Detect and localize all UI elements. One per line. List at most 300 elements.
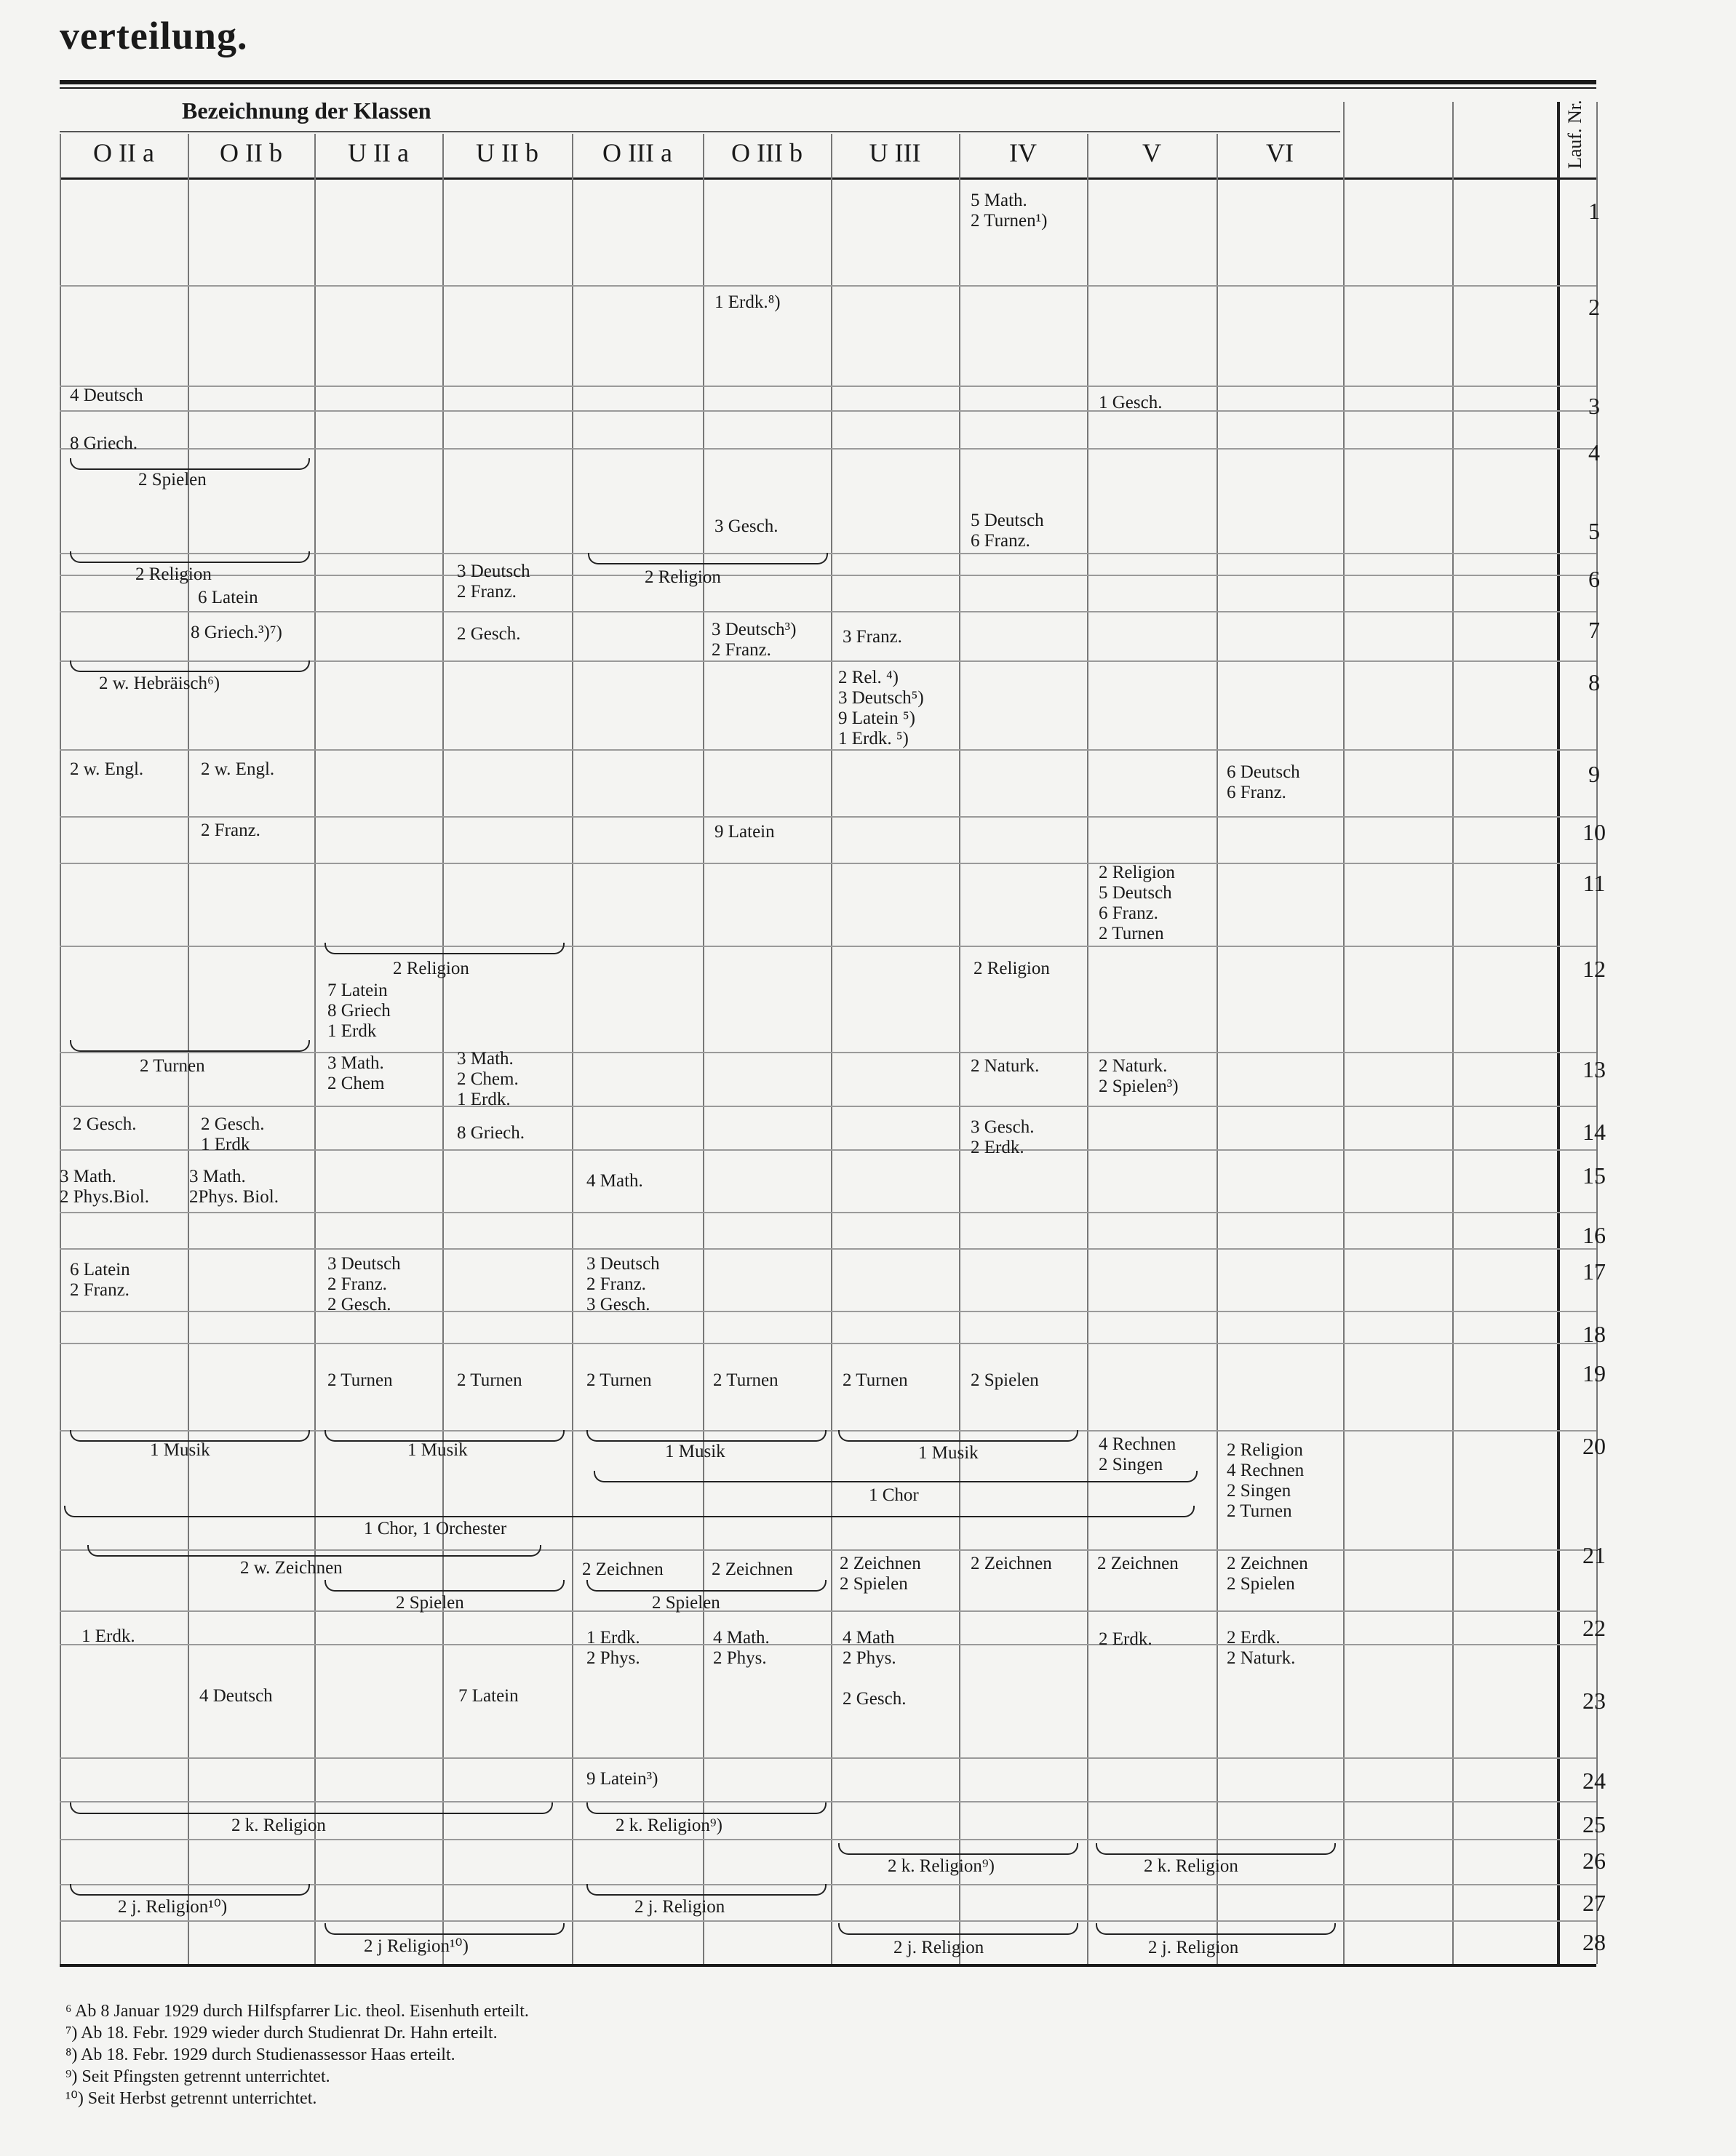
cell-r6-religion2: [645, 567, 721, 588]
cell-r22-v: [1099, 1629, 1152, 1650]
cell-line: 2 w. Hebräisch⁶): [99, 674, 220, 693]
span-brace: [70, 458, 310, 470]
cell-r20-musik3: [665, 1442, 725, 1462]
cell-r23-uiib: [458, 1686, 519, 1706]
cell-r23-uiii: [843, 1689, 906, 1709]
cell-line: 2 Erdk.: [971, 1138, 1024, 1157]
span-brace: [70, 1884, 310, 1896]
cell-r11-v: [1099, 863, 1175, 944]
cell-line: 3 Deutsch³): [712, 620, 797, 639]
cell-r27-jrel2: [634, 1897, 725, 1917]
cell-line: 2 Spielen³): [1099, 1077, 1179, 1096]
cell-line: 6 Franz.: [1099, 903, 1158, 923]
cell-line: 2 Religion: [1227, 1440, 1303, 1460]
cell-line: 2 Erdk.: [1099, 1629, 1152, 1649]
row-number: 13: [1582, 1056, 1606, 1082]
cell-r22-oiiia: [586, 1628, 640, 1669]
cell-line: 2 Zeichnen: [971, 1554, 1052, 1573]
cell-line: 2 Chem.: [457, 1069, 519, 1089]
cell-line: 1 Musik: [407, 1440, 468, 1460]
cell-line: 2 Zeichnen: [840, 1554, 921, 1573]
page-title: verteilung.: [60, 14, 248, 57]
cell-r23-oiib: [199, 1686, 273, 1706]
span-brace: [838, 1430, 1078, 1442]
row-number: 9: [1588, 761, 1600, 787]
grid-vline: [1452, 102, 1454, 1964]
cell-line: 2 Spielen: [840, 1574, 908, 1594]
cell-line: 8 Griech.: [70, 434, 138, 453]
grid-vline: [572, 134, 573, 1964]
row-number: 26: [1582, 1848, 1606, 1874]
cell-line: 2 Zeichnen: [712, 1560, 793, 1579]
grid-vline: [1343, 102, 1345, 1964]
bottom-rule: [60, 1964, 1596, 1967]
cell-r5-iv: [971, 511, 1044, 551]
cell-r9-vi: [1227, 762, 1300, 803]
cell-line: 2 Spielen: [138, 470, 207, 490]
top-rule-thin: [60, 87, 1596, 89]
cell-r19-uiib: [457, 1370, 522, 1391]
span-brace: [70, 1430, 310, 1442]
cell-r9-oiib: [201, 759, 274, 780]
cell-line: 1 Gesch.: [1099, 393, 1163, 412]
cell-r13-uiia: [327, 1053, 384, 1094]
cell-r22-vi: [1227, 1628, 1295, 1669]
grid-vline: [1557, 102, 1560, 1964]
cell-line: 1 Erdk.: [457, 1090, 511, 1109]
cell-r21-iv: [971, 1554, 1052, 1574]
row-number: 14: [1582, 1119, 1606, 1145]
cell-r13-turnen: [140, 1056, 205, 1077]
grid-hline: [60, 1052, 1596, 1053]
span-brace: [594, 1471, 1198, 1482]
cell-line: 3 Deutsch: [586, 1254, 660, 1274]
cell-r3-oiia: [70, 386, 143, 406]
row-number: 5: [1588, 518, 1600, 544]
cell-line: 2 Turnen: [713, 1370, 779, 1390]
cell-r14-oiib: [201, 1114, 264, 1155]
row-number: 28: [1582, 1929, 1606, 1955]
row-number: 19: [1582, 1360, 1606, 1386]
span-brace: [324, 1923, 565, 1935]
grid-hline: [60, 575, 1596, 576]
cell-line: 2Phys. Biol.: [189, 1187, 279, 1207]
row-number: 25: [1582, 1811, 1606, 1837]
cell-line: 2 Zeichnen: [1227, 1554, 1308, 1573]
span-brace: [1096, 1843, 1336, 1855]
cell-r15-oiiia: [586, 1171, 643, 1191]
cell-r21-zeichnen: [240, 1558, 343, 1578]
row-number: 15: [1582, 1162, 1606, 1189]
cell-line: 1 Erdk: [327, 1021, 377, 1041]
column-header: VI: [1266, 138, 1294, 167]
grid-vline: [1217, 134, 1218, 1964]
cell-line: 7 Latein: [458, 1686, 519, 1706]
cell-line: 1 Musik: [918, 1443, 979, 1463]
span-brace: [64, 1506, 1195, 1517]
cell-r19-iv: [971, 1370, 1039, 1391]
cell-r10-oiiib: [714, 822, 775, 842]
cell-r21-uiii: [840, 1554, 921, 1594]
cell-r13-v: [1099, 1056, 1179, 1097]
cell-line: 2 Phys.: [713, 1648, 767, 1668]
grid-hline: [60, 1248, 1596, 1250]
row-number: 21: [1582, 1542, 1606, 1568]
cell-line: 2 j Religion¹⁰): [364, 1936, 469, 1956]
cell-r8-hebr: [99, 674, 220, 694]
row-number: 23: [1582, 1688, 1606, 1714]
grid-hline: [60, 611, 1596, 612]
cell-line: 3 Gesch.: [586, 1295, 650, 1314]
column-header: U II a: [348, 138, 409, 167]
cell-line: 2 j. Religion: [634, 1897, 725, 1917]
cell-line: 2 Phys.: [843, 1648, 896, 1668]
grid-hline: [60, 863, 1596, 864]
cell-r19-uiia: [327, 1370, 393, 1391]
cell-r20-vi: [1227, 1440, 1304, 1522]
cell-r22-oiia: [81, 1626, 135, 1647]
grid-vline: [442, 134, 444, 1964]
cell-line: 2 k. Religion: [1144, 1856, 1238, 1876]
header-rule: [60, 177, 1596, 180]
cell-line: 6 Latein: [198, 588, 258, 607]
cell-line: 2 Religion: [1099, 863, 1175, 882]
cell-line: 2 Religion: [645, 567, 721, 587]
footnote: ¹⁰) Seit Herbst getrennt unterrichtet.: [65, 2089, 317, 2108]
cell-line: 1 Musik: [665, 1442, 725, 1461]
cell-line: 7 Latein: [327, 981, 388, 1000]
cell-line: 2 Franz.: [70, 1280, 130, 1300]
cell-line: 3 Deutsch⁵): [838, 688, 924, 708]
cell-r21-oiiia: [582, 1560, 664, 1580]
span-brace: [87, 1545, 541, 1557]
cell-line: 3 Math.: [189, 1167, 246, 1186]
cell-r6-religion: [135, 564, 212, 585]
cell-line: 2 Religion: [973, 959, 1050, 978]
grid-hline: [60, 410, 1596, 412]
cell-line: 2 k. Religion⁹): [888, 1856, 995, 1876]
cell-line: 2 Franz.: [457, 582, 517, 602]
cell-r13-iv: [971, 1056, 1039, 1077]
group-label: Bezeichnung der Klassen: [182, 97, 431, 124]
cell-line: 2 Turnen¹): [971, 211, 1048, 231]
row-number: 27: [1582, 1890, 1606, 1916]
cell-r21-spielen2: [652, 1593, 720, 1613]
cell-line: 8 Griech.³)⁷): [191, 623, 282, 642]
cell-line: 6 Franz.: [1227, 783, 1286, 802]
cell-r28-jrel5: [1148, 1938, 1238, 1958]
cell-r15-oiib: [189, 1167, 279, 1207]
cell-r21-spielen1: [396, 1593, 464, 1613]
cell-line: 2 Zeichnen: [582, 1560, 664, 1579]
row-number: 2: [1588, 294, 1600, 320]
footnotes: [65, 2000, 529, 2109]
grid-hline: [60, 816, 1596, 818]
footnote: ⁷) Ab 18. Febr. 1929 wieder durch Studienrat Dr. Hahn erteilt.: [65, 2024, 498, 2043]
row-number: 12: [1582, 956, 1606, 982]
grid-hline: [60, 1920, 1596, 1922]
column-header: IV: [1009, 138, 1037, 167]
column-header: O II b: [220, 138, 282, 167]
cell-line: 2 j. Religion: [1148, 1938, 1239, 1957]
cell-line: 6 Deutsch: [1227, 762, 1300, 782]
cell-line: 5 Math.: [971, 191, 1027, 210]
cell-r20-chor: [869, 1485, 919, 1506]
cell-line: 2 Spielen: [971, 1370, 1039, 1390]
row-number: 1: [1588, 198, 1600, 224]
grid-hline: [60, 749, 1596, 751]
span-brace: [324, 1580, 565, 1592]
cell-line: 9 Latein³): [586, 1769, 658, 1789]
grid-vline: [1087, 134, 1088, 1964]
cell-line: 2 Naturk.: [1227, 1648, 1296, 1668]
row-number: 24: [1582, 1768, 1606, 1794]
cell-r28-jrel4: [893, 1938, 984, 1958]
cell-line: 2 Turnen: [1227, 1501, 1292, 1521]
span-brace: [70, 551, 310, 563]
cell-r8-uiii: [838, 668, 924, 749]
row-number: 8: [1588, 669, 1600, 695]
cell-r3-v: [1099, 393, 1162, 413]
span-brace: [586, 1430, 827, 1442]
cell-line: 3 Deutsch: [457, 562, 530, 581]
cell-line: 2 Zeichnen: [1097, 1554, 1179, 1573]
cell-line: 2 w. Engl.: [70, 759, 144, 779]
cell-line: 2 Gesch.: [843, 1689, 907, 1709]
grid-vline: [831, 134, 832, 1964]
cell-line: 2 Chem: [327, 1074, 385, 1093]
cell-line: 4 Rechnen: [1099, 1434, 1176, 1454]
grid-hline: [60, 946, 1596, 947]
row-number: 16: [1582, 1222, 1606, 1248]
cell-line: 2 Rel. ⁴): [838, 668, 899, 687]
cell-line: 9 Latein ⁵): [838, 708, 915, 728]
cell-line: 3 Deutsch: [327, 1254, 401, 1274]
cell-line: 2 Naturk.: [971, 1056, 1040, 1076]
column-header: U II b: [476, 138, 538, 167]
footnote: ⁹) Seit Pfingsten getrennt unterrichtet.: [65, 2067, 330, 2086]
grid-hline: [60, 386, 1596, 387]
row-number: 17: [1582, 1258, 1606, 1285]
cell-line: 3 Gesch.: [971, 1117, 1035, 1137]
group-underline: [60, 131, 1340, 132]
grid-vline: [60, 134, 61, 1964]
cell-line: 3 Gesch.: [714, 516, 779, 536]
cell-r6-latein: [198, 588, 258, 608]
cell-line: 2 Gesch.: [327, 1295, 391, 1314]
cell-r17-oiiia: [586, 1254, 660, 1315]
row-number: 7: [1588, 617, 1600, 643]
cell-r22-uiii: [843, 1628, 896, 1669]
cell-line: 2 Turnen: [457, 1370, 522, 1390]
span-brace: [838, 1843, 1078, 1855]
span-brace: [324, 1430, 565, 1442]
grid-hline: [60, 1212, 1596, 1213]
cell-r26-krel4: [1144, 1856, 1238, 1877]
cell-line: 8 Griech: [327, 1001, 391, 1021]
cell-line: 2 Turnen: [1099, 924, 1164, 943]
cell-line: 3 Math.: [327, 1053, 384, 1073]
column-header: O III b: [731, 138, 803, 167]
cell-line: 6 Franz.: [971, 531, 1030, 551]
cell-r20-orchester: [364, 1519, 506, 1539]
cell-line: 2 Turnen: [140, 1056, 205, 1076]
cell-r20-musik1: [150, 1440, 210, 1461]
row-number: 20: [1582, 1433, 1606, 1459]
cell-r13-uiib: [457, 1049, 519, 1110]
cell-line: 2 Phys.Biol.: [60, 1187, 149, 1207]
span-brace: [586, 1884, 827, 1896]
cell-line: 2 Franz.: [712, 640, 771, 660]
grid-hline: [60, 1610, 1596, 1612]
cell-line: 9 Latein: [714, 822, 775, 842]
cell-r1-iv: [971, 191, 1047, 231]
cell-line: 1 Chor: [869, 1485, 919, 1505]
cell-r5-oiiib: [714, 516, 778, 537]
cell-line: 2 Erdk.: [1227, 1628, 1281, 1648]
cell-r22-oiiib: [713, 1628, 770, 1669]
cell-line: 1 Erdk.: [81, 1626, 135, 1646]
grid-hline: [60, 1149, 1596, 1151]
cell-line: 5 Deutsch: [1099, 883, 1172, 903]
row-number: 11: [1582, 870, 1606, 896]
grid-hline: [60, 1343, 1596, 1344]
grid-hline: [60, 1644, 1596, 1645]
cell-r7-uiii: [843, 627, 902, 647]
cell-r6-uiib: [457, 562, 530, 602]
cell-line: 2 Turnen: [327, 1370, 393, 1390]
cell-line: 4 Deutsch: [70, 386, 143, 405]
cell-line: 2 Religion: [393, 959, 469, 978]
column-header: U III: [869, 138, 921, 167]
cell-line: 2 Singen: [1099, 1455, 1163, 1474]
span-brace: [1096, 1923, 1336, 1935]
cell-r14-oiia: [73, 1114, 136, 1135]
footnote: ⁶ Ab 8 Januar 1929 durch Hilfspfarrer Lic. theol. Eisenhuth erteilt.: [65, 2002, 529, 2021]
span-brace: [70, 1040, 310, 1052]
row-number: 18: [1582, 1321, 1606, 1347]
grid-vline: [959, 134, 960, 1964]
cell-r4-oiia: [70, 434, 138, 454]
cell-line: 2 Turnen: [586, 1370, 652, 1390]
cell-r20-musik4: [918, 1443, 979, 1464]
column-header: O II a: [93, 138, 154, 167]
cell-r9-oiia: [70, 759, 143, 780]
span-brace: [70, 660, 310, 672]
footnote: ⁸) Ab 18. Febr. 1929 durch Studienassessor Haas erteilt.: [65, 2045, 455, 2064]
cell-r25-krel1: [231, 1816, 326, 1836]
cell-line: 1 Erdk: [201, 1135, 250, 1154]
cell-r21-v: [1097, 1554, 1179, 1574]
cell-line: 2 Phys.: [586, 1648, 640, 1668]
cell-line: 1 Erdk.⁸): [714, 292, 781, 312]
grid-hline: [60, 1311, 1596, 1312]
cell-line: 2 Franz.: [327, 1274, 387, 1294]
row-number: 10: [1582, 819, 1606, 845]
row-number: 6: [1588, 566, 1600, 592]
cell-line: 2 k. Religion⁹): [616, 1816, 722, 1835]
cell-line: 1 Chor, 1 Orchester: [364, 1519, 507, 1538]
span-brace: [588, 553, 828, 564]
cell-line: 2 Spielen: [652, 1593, 720, 1613]
cell-r12-religion: [393, 959, 469, 979]
cell-r7-oiiib: [712, 620, 797, 660]
cell-line: 2 Franz.: [586, 1274, 646, 1294]
cell-line: 8 Griech.: [457, 1123, 525, 1143]
grid-hline: [60, 1757, 1596, 1759]
span-brace: [586, 1802, 827, 1814]
cell-line: 2 j. Religion¹⁰): [118, 1897, 228, 1917]
cell-line: 2 w. Zeichnen: [240, 1558, 343, 1578]
cell-line: 2 Spielen: [1227, 1574, 1295, 1594]
span-brace: [586, 1580, 827, 1592]
grid-vline: [703, 134, 704, 1964]
cell-r7-oiib: [191, 623, 282, 643]
cell-line: 2 j. Religion: [893, 1938, 984, 1957]
cell-r12-iv: [973, 959, 1050, 979]
span-brace: [324, 943, 565, 954]
cell-r7-uiib: [457, 624, 520, 644]
cell-line: 3 Math.: [457, 1049, 514, 1069]
cell-line: 2 Franz.: [201, 821, 260, 840]
cell-r25-krel2: [616, 1816, 722, 1836]
row-number: 4: [1588, 439, 1600, 466]
cell-line: 1 Erdk.: [586, 1628, 640, 1648]
cell-line: 4 Deutsch: [199, 1686, 273, 1706]
lauf-label: Lauf. Nr.: [1564, 100, 1585, 169]
cell-r20-v: [1099, 1434, 1176, 1475]
cell-r28-jrel3: [364, 1936, 469, 1957]
cell-line: 2 Gesch.: [73, 1114, 137, 1134]
grid-vline: [1596, 102, 1598, 1964]
span-brace: [70, 1802, 553, 1814]
cell-line: 2 Spielen: [396, 1593, 464, 1613]
cell-line: 5 Deutsch: [971, 511, 1044, 530]
cell-line: 2 k. Religion: [231, 1816, 326, 1835]
cell-line: 1 Erdk. ⁵): [838, 729, 909, 748]
cell-r21-vi: [1227, 1554, 1308, 1594]
cell-line: 3 Franz.: [843, 627, 902, 647]
top-rule: [60, 80, 1596, 84]
cell-line: 4 Rechnen: [1227, 1461, 1305, 1480]
grid-hline: [60, 448, 1596, 450]
column-header: O III a: [602, 138, 672, 167]
cell-r14-iv: [971, 1117, 1034, 1158]
cell-line: 3 Math.: [60, 1167, 116, 1186]
cell-r21-oiiib: [712, 1560, 793, 1580]
cell-r17-uiia: [327, 1254, 401, 1315]
cell-r10-oiib: [201, 821, 260, 841]
grid-hline: [60, 1839, 1596, 1840]
cell-r26-krel3: [888, 1856, 995, 1877]
cell-line: 6 Latein: [70, 1260, 130, 1279]
cell-r19-oiiib: [713, 1370, 779, 1391]
cell-line: 2 Gesch.: [457, 624, 521, 644]
cell-line: 2 Turnen: [843, 1370, 908, 1390]
row-number: 22: [1582, 1615, 1606, 1641]
cell-line: 2 Singen: [1227, 1481, 1291, 1501]
cell-r19-uiii: [843, 1370, 908, 1391]
cell-r4-spielen: [138, 470, 207, 490]
cell-line: 2 Naturk.: [1099, 1056, 1168, 1076]
cell-line: 4 Math: [843, 1628, 895, 1648]
cell-r17-oiia: [70, 1260, 130, 1301]
column-header: V: [1142, 138, 1161, 167]
cell-r20-musik2: [407, 1440, 468, 1461]
grid-hline: [60, 285, 1596, 287]
cell-r14-uiib: [457, 1123, 525, 1143]
span-brace: [838, 1923, 1078, 1935]
